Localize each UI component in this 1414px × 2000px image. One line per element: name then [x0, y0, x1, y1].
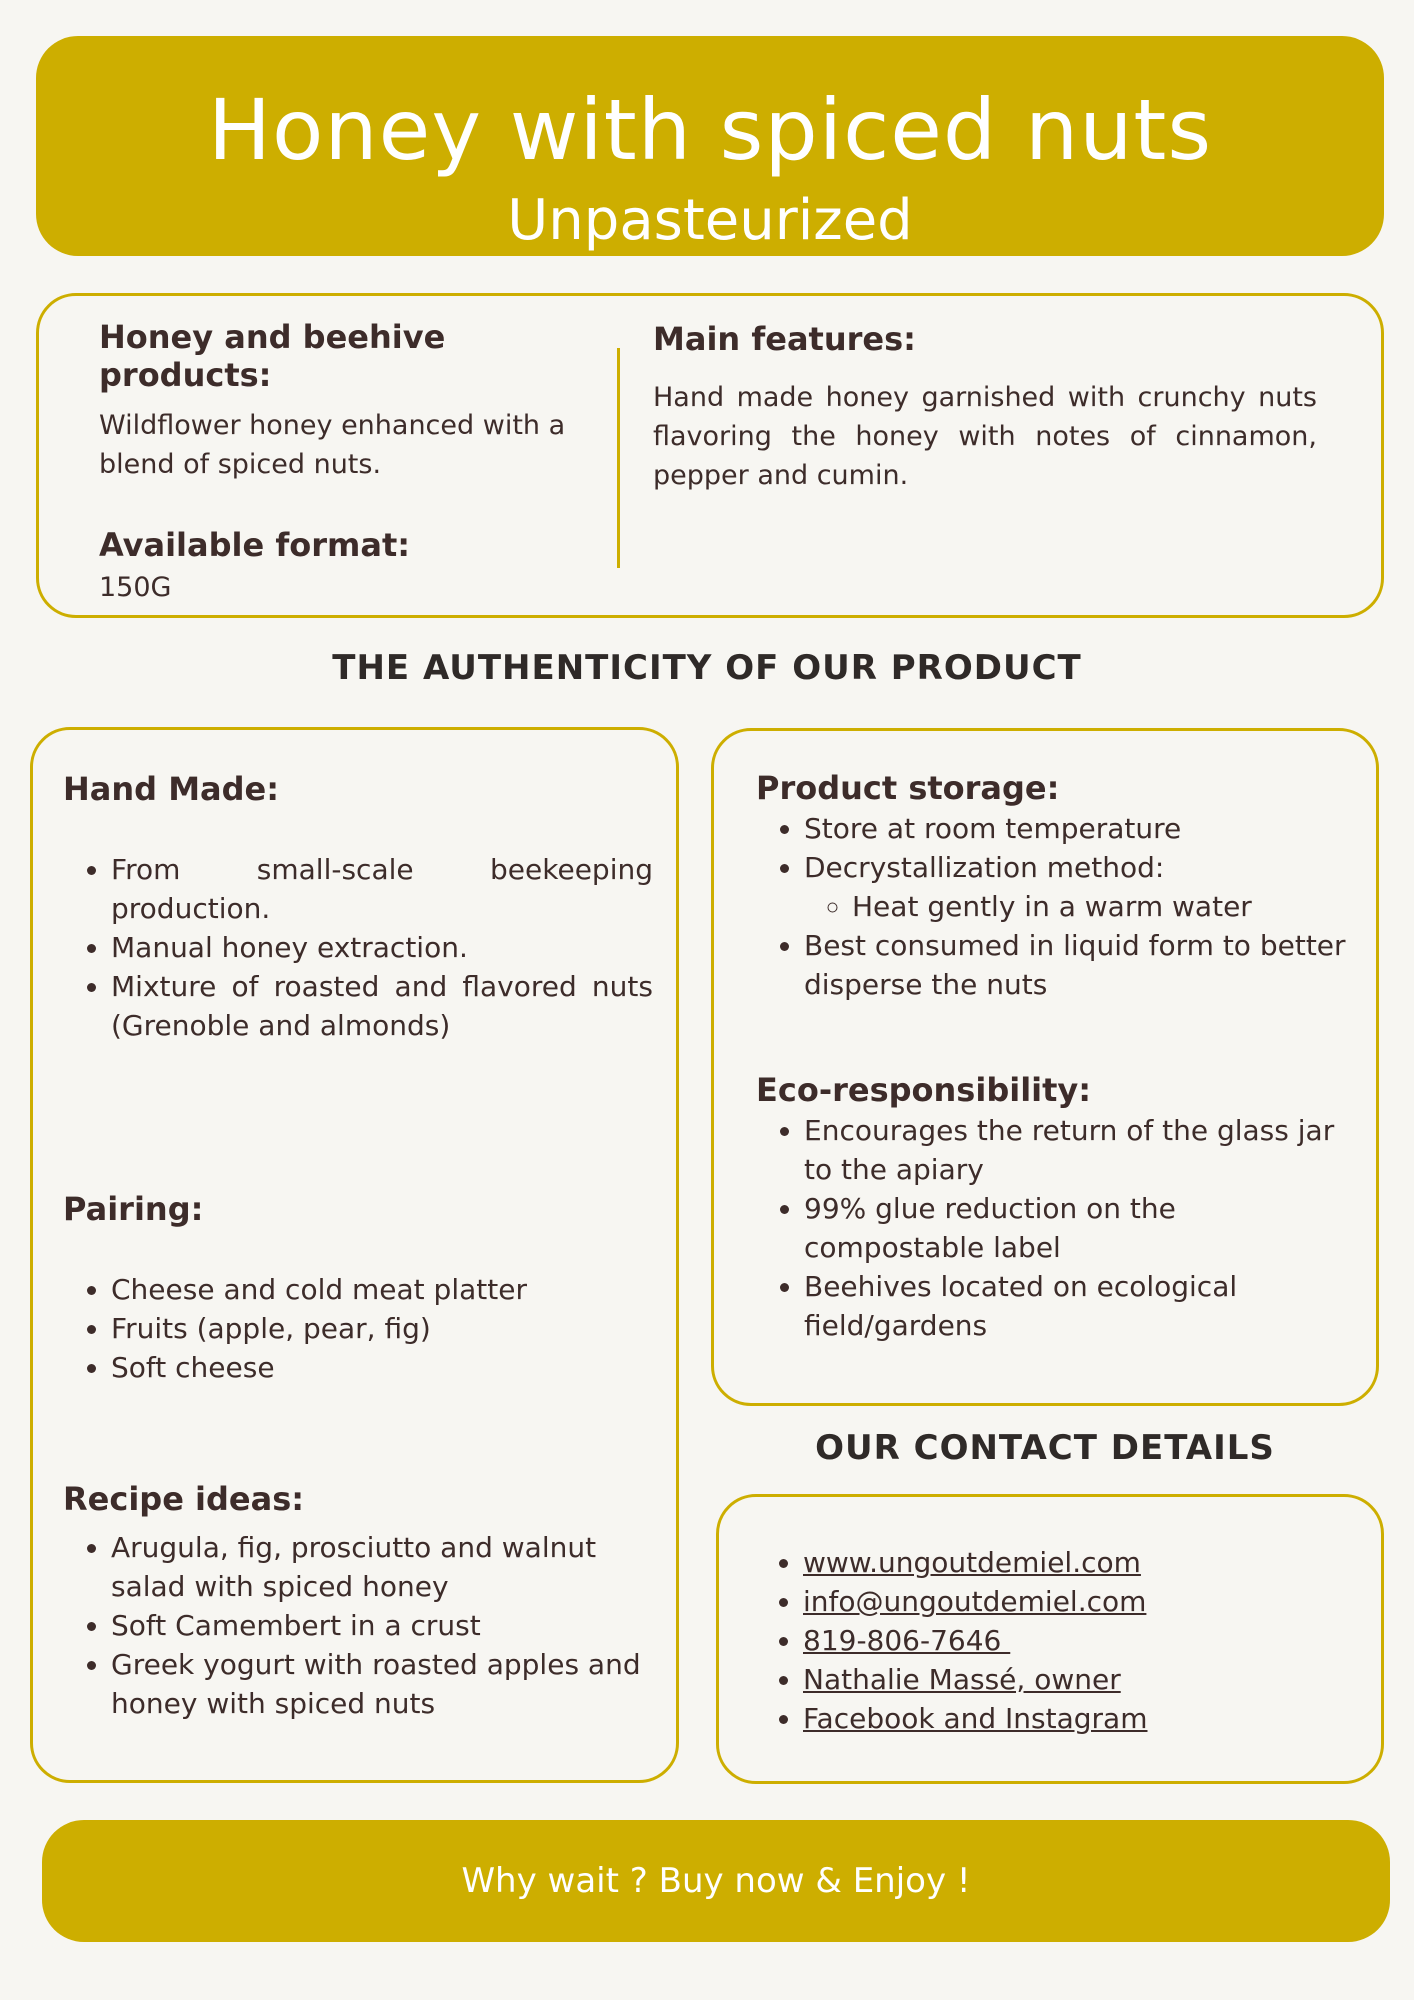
list-item	[803, 1699, 1381, 1738]
recipes-list	[63, 1528, 653, 1723]
list-item: • From small-scale beekeeping production.	[111, 850, 653, 928]
products-heading: Honey and beehive products:	[99, 318, 446, 394]
format-heading: Available format:	[99, 526, 411, 564]
list-item: • Mixture of roasted and flavored nuts (Grenoble and almonds)	[111, 967, 653, 1045]
list-item: • 99% glue reduction on the compostable label	[804, 1189, 1356, 1267]
sub-list	[804, 887, 1356, 926]
features-heading: Main features:	[653, 320, 916, 358]
format-value: 150G	[99, 572, 172, 603]
list-item: • Manual honey extraction.	[111, 928, 653, 967]
list-item: • Beehives located on ecological field/gardens	[804, 1267, 1356, 1345]
footer-cta: Why wait ? Buy now & Enjoy !	[461, 1861, 971, 1901]
products-text: Wildflower honey enhanced with a blend of spiced nuts.	[99, 410, 566, 480]
phone-link[interactable]: 819-806-7646	[803, 1624, 1011, 1657]
email-link[interactable]: info@ungoutdemiel.com	[803, 1585, 1147, 1618]
page-subtitle: Unpasteurized	[507, 188, 913, 253]
storage-eco-card	[711, 728, 1379, 1406]
list-item	[804, 848, 1356, 926]
overview-card	[36, 293, 1384, 618]
list-item	[803, 1582, 1381, 1621]
eco-list	[756, 1111, 1356, 1345]
authenticity-title: THE AUTHENTICITY OF OUR PRODUCT	[332, 648, 1082, 688]
pairing-heading: Pairing:	[63, 1190, 204, 1228]
footer-banner	[42, 1820, 1390, 1942]
page-title: Honey with spiced nuts	[207, 81, 1213, 179]
sub-list-item: ◦ Heat gently in a warm water	[852, 887, 1356, 926]
website-link[interactable]: www.ungoutdemiel.com	[803, 1546, 1141, 1579]
list-item: • Greek yogurt with roasted apples and honey with spiced nuts	[111, 1645, 653, 1723]
list-item	[803, 1543, 1381, 1582]
recipes-heading: Recipe ideas:	[63, 1480, 305, 1518]
overview-divider	[617, 348, 620, 568]
hand-made-heading: Hand Made:	[63, 770, 280, 808]
list-item: • Arugula, fig, prosciutto and walnut salad with spiced honey	[111, 1528, 653, 1606]
list-item-label: Decrystallization method:	[804, 851, 1165, 884]
storage-list	[756, 809, 1356, 1004]
pairing-list	[63, 1270, 653, 1387]
social-link[interactable]: Facebook and Instagram	[803, 1702, 1148, 1735]
storage-heading: Product storage:	[756, 769, 1060, 807]
list-item: • Encourages the return of the glass jar to the apiary	[804, 1111, 1356, 1189]
authenticity-card	[30, 727, 679, 1783]
list-item	[803, 1621, 1381, 1660]
eco-heading: Eco-responsibility:	[756, 1071, 1092, 1109]
list-item: • Soft cheese	[111, 1348, 653, 1387]
contact-card	[716, 1494, 1384, 1784]
list-item	[803, 1660, 1381, 1699]
features-text: Hand made honey garnished with crunchy nuts flavoring the honey with notes of cinnamon, pepper and cumin.	[653, 382, 1317, 491]
list-item: • Best consumed in liquid form to better disperse the nuts	[804, 926, 1356, 1004]
hand-made-list	[63, 850, 653, 1045]
list-item: • Soft Camembert in a crust	[111, 1606, 653, 1645]
owner-link[interactable]: Nathalie Massé, owner	[803, 1663, 1121, 1696]
list-item: • Cheese and cold meat platter	[111, 1270, 653, 1309]
contact-title: OUR CONTACT DETAILS	[815, 1428, 1275, 1468]
contact-list	[719, 1543, 1381, 1738]
list-item: • Store at room temperature	[804, 809, 1356, 848]
list-item: • Fruits (apple, pear, fig)	[111, 1309, 653, 1348]
header-banner	[36, 36, 1384, 256]
